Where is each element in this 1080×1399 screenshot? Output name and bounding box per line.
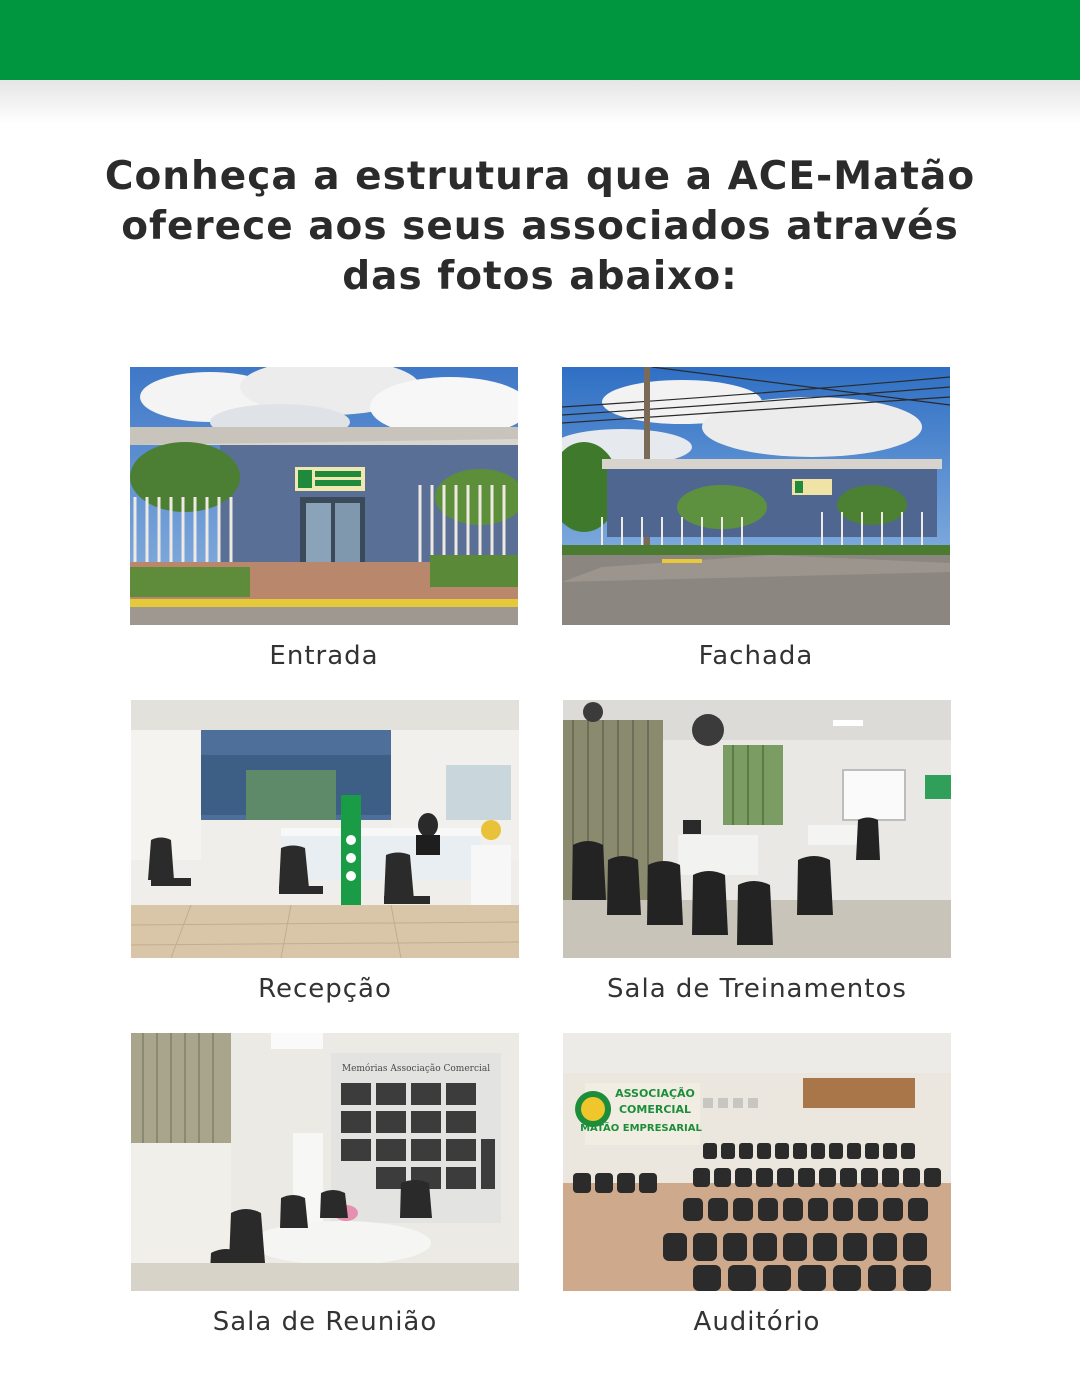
- top-header-bar: [0, 0, 1080, 80]
- gallery-caption: Fachada: [698, 641, 814, 671]
- gallery-card-auditorio[interactable]: [563, 1033, 951, 1339]
- logo-line-1: ASSOCIAÇÃO: [615, 1087, 695, 1100]
- gallery-caption: Recepção: [258, 974, 392, 1004]
- gallery-card-recepcao[interactable]: [131, 700, 519, 1006]
- reception-photo[interactable]: [131, 700, 519, 958]
- header-shadow: [0, 80, 1080, 124]
- meeting-room-photo[interactable]: [131, 1033, 519, 1291]
- auditorium-photo[interactable]: [563, 1033, 951, 1291]
- gallery-caption: Sala de Treinamentos: [607, 974, 907, 1004]
- gallery-caption: Sala de Reunião: [212, 1307, 438, 1337]
- training-room-photo[interactable]: [563, 700, 951, 958]
- gallery-caption: Auditório: [693, 1307, 821, 1337]
- gallery-card-entrada[interactable]: [130, 367, 518, 673]
- gallery-caption: Entrada: [269, 641, 379, 671]
- logo-line-2: COMERCIAL: [618, 1103, 692, 1116]
- gallery-card-sala-reuniao[interactable]: [131, 1033, 519, 1339]
- gallery-card-sala-treinamentos[interactable]: [563, 700, 951, 1006]
- building-entrance-photo[interactable]: [130, 367, 518, 625]
- gallery-card-fachada[interactable]: [562, 367, 950, 673]
- page-title: Conheça a estrutura que a ACE-Matão oferece aos seus associados através das fotos abaixo:: [104, 154, 976, 299]
- logo-line-3: MATÃO EMPRESARIAL: [580, 1123, 702, 1134]
- building-facade-photo[interactable]: [562, 367, 950, 625]
- meeting-wall-title: Memórias Associação Comercial: [341, 1064, 491, 1074]
